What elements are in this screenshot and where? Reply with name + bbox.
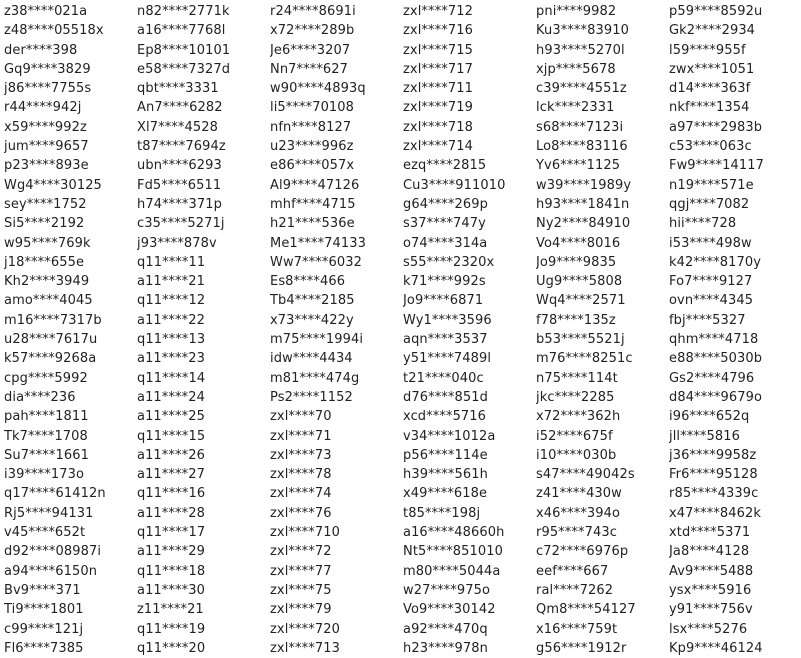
entry-text: Es8****466: [270, 274, 346, 290]
entry-text: Al9****47126: [270, 177, 360, 193]
entry-text: q11****11: [137, 254, 206, 270]
entry-text: x72****289b: [270, 23, 355, 39]
entry-text: h74****371p: [137, 196, 222, 212]
entry-text: e86****057x: [270, 158, 355, 174]
entry-text: jll****5816: [669, 428, 741, 444]
entry-text: eef****667: [536, 563, 609, 579]
entry-text: Tb4****2185: [270, 293, 355, 309]
entry-text: zxl****717: [403, 61, 473, 77]
entry-text: Tk7****1708: [4, 428, 88, 444]
entry-text: Nn7****627: [270, 61, 349, 77]
entry-text: Rj5****94131: [4, 505, 94, 521]
entry-text: zxl****718: [403, 119, 473, 135]
entry-text: a11****29: [137, 544, 205, 560]
entry-text: Lo8****83116: [536, 139, 628, 155]
entry-text: d14****363f: [669, 81, 751, 97]
entry-text: m80****5044a: [403, 563, 501, 579]
entry-text: ubn****6293: [137, 158, 222, 174]
entry-text: pni****9982: [536, 4, 617, 19]
entry-text: zxl****75: [270, 582, 332, 598]
entry-text: x73****422y: [270, 312, 354, 328]
column-1: [4, 2, 137, 658]
entry-text: Fw9****14117: [669, 158, 764, 174]
entry-text: q11****16: [137, 486, 206, 502]
entry-text: zxl****716: [403, 23, 473, 39]
entry-text: w90****4893q: [270, 81, 366, 97]
entry-text: fbj****5327: [669, 312, 746, 328]
entry-text: s47****49042s: [536, 467, 635, 483]
entry-text: r85****4339c: [669, 486, 759, 502]
entry-text: qbt****3331: [137, 81, 219, 97]
entry-text: n82****2771k: [137, 4, 230, 19]
entry-text: a11****28: [137, 505, 205, 521]
entry-text: pah****1811: [4, 409, 89, 425]
entry-text: z41****430w: [536, 486, 622, 502]
entry-text: m75****1994i: [270, 332, 364, 348]
entry-text: z48****05518x: [4, 23, 104, 39]
entry-text: Ep8****10101: [137, 42, 231, 58]
entry-text: Vo9****30142: [403, 602, 496, 618]
entry-text: a11****27: [137, 467, 205, 483]
entry-text: Ww7****6032: [270, 254, 362, 270]
entry-text: q11****20: [137, 640, 206, 656]
entry-text: a16****48660h: [403, 525, 505, 541]
entry-text: h93****1841n: [536, 196, 630, 212]
column-5: [536, 2, 669, 658]
entry-text: Jo9****6871: [403, 293, 484, 309]
entry-text: Je6****3207: [270, 42, 351, 58]
entry-text: Su7****1661: [4, 447, 89, 463]
entry-text: lsx****5276: [669, 621, 748, 637]
entry-text: h21****536e: [270, 216, 355, 232]
entry-text: p56****114e: [403, 447, 488, 463]
entry-text: dia****236: [4, 389, 76, 405]
entry-text: zxl****71: [270, 428, 332, 444]
entry-text: q11****15: [137, 428, 206, 444]
entry-text: e58****7327d: [137, 61, 231, 77]
entry-text: x59****992z: [4, 119, 87, 135]
entry-text: q11****19: [137, 621, 206, 637]
entry-text: s68****7123i: [536, 119, 624, 135]
entry-text: j93****878v: [137, 235, 217, 251]
entry-text: zxl****73: [270, 447, 332, 463]
entry-text: x72****362h: [536, 409, 621, 425]
entry-text: zxl****712: [403, 4, 473, 19]
entry-text: Yv6****1125: [536, 158, 621, 174]
entry-text: q11****18: [137, 563, 206, 579]
entry-text: g64****269p: [403, 196, 488, 212]
entry-text: lck****2331: [536, 100, 615, 116]
entry-text: aqn****3537: [403, 332, 488, 348]
entry-text: Ug9****5808: [536, 274, 623, 290]
entry-text: zxl****77: [270, 563, 332, 579]
entry-text: zxl****79: [270, 602, 332, 618]
entry-text: ezq****2815: [403, 158, 487, 174]
entry-text: mhf****4715: [270, 196, 356, 212]
entry-text: a97****2983b: [669, 119, 763, 135]
entry-text: Fd5****6511: [137, 177, 222, 193]
entry-text: Wq4****2571: [536, 293, 626, 309]
entry-text: zxl****78: [270, 467, 332, 483]
column-6: [669, 2, 799, 658]
entry-text: v45****652t: [4, 525, 86, 541]
entry-text: m16****7317b: [4, 312, 102, 328]
entry-text: r44****942j: [4, 100, 82, 116]
entry-text: Ps2****1152: [270, 389, 353, 405]
entry-text: ysx****5916: [669, 582, 752, 598]
entry-text: r24****8691i: [270, 4, 356, 19]
entry-text: h23****978n: [403, 640, 488, 656]
entry-text: q11****13: [137, 332, 206, 348]
entry-text: r95****743c: [536, 525, 617, 541]
entry-text: d84****9679o: [669, 389, 763, 405]
entry-text: ral****7262: [536, 582, 614, 598]
entry-text: der****398: [4, 42, 78, 58]
entry-text: qhm****4718: [669, 332, 759, 348]
entry-text: Wg4****30125: [4, 177, 102, 193]
entry-text: f78****135z: [536, 312, 616, 328]
entry-text: Kp9****46124: [669, 640, 763, 656]
entry-text: p23****893e: [4, 158, 89, 174]
entry-text: e88****5030b: [669, 351, 763, 367]
entry-text: v34****1012a: [403, 428, 496, 444]
entry-text: z11****21: [137, 602, 204, 618]
entry-text: k71****992s: [403, 274, 486, 290]
entry-text: n19****571e: [669, 177, 754, 193]
entry-text: h39****561h: [403, 467, 488, 483]
entry-text: Bv9****371: [4, 582, 81, 598]
entry-text: Gq9****3829: [4, 61, 91, 77]
entry-text: Gk2****2934: [669, 23, 756, 39]
entry-text: d76****851d: [403, 389, 488, 405]
entry-text: zxl****713: [270, 640, 340, 656]
entry-text: x49****618e: [403, 486, 488, 502]
entry-text: h93****5270l: [536, 42, 625, 58]
entry-text: o74****314a: [403, 235, 488, 251]
entry-text: l59****955f: [669, 42, 746, 58]
entry-text: t85****198j: [403, 505, 481, 521]
entry-text: q11****14: [137, 370, 206, 386]
entry-text: ovn****4345: [669, 293, 754, 309]
entry-text: jum****9657: [4, 139, 89, 155]
entry-text: i53****498w: [669, 235, 752, 251]
entry-text: xtd****5371: [669, 525, 751, 541]
entry-text: c53****063c: [669, 139, 752, 155]
column-4: [403, 2, 536, 658]
entry-text: c35****5271j: [137, 216, 225, 232]
entry-text: s55****2320x: [403, 254, 495, 270]
entry-text: zxl****714: [403, 139, 473, 155]
entry-text: Fr6****95128: [669, 467, 758, 483]
entry-text: Ja8****4128: [669, 544, 750, 560]
entry-text: Ti9****1801: [4, 602, 84, 618]
entry-text: a11****23: [137, 351, 205, 367]
entry-text: w27****975o: [403, 582, 491, 598]
entry-text: li5****70108: [270, 100, 355, 116]
entry-text: An7****6282: [137, 100, 223, 116]
entry-text: k57****9268a: [4, 351, 97, 367]
entry-text: m76****8251c: [536, 351, 633, 367]
entry-text: p59****8592u: [669, 4, 763, 19]
entry-text: idw****4434: [270, 351, 353, 367]
entry-text: b53****5521j: [536, 332, 625, 348]
entry-text: amo****4045: [4, 293, 93, 309]
entry-text: x16****759t: [536, 621, 618, 637]
entry-text: cpg****5992: [4, 370, 88, 386]
entry-text: t21****040c: [403, 370, 484, 386]
entry-text: Cu3****911010: [403, 177, 506, 193]
entry-text: Si5****2192: [4, 216, 85, 232]
entry-text: g56****1912r: [536, 640, 627, 656]
entry-text: Vo4****8016: [536, 235, 621, 251]
entry-text: w39****1989y: [536, 177, 632, 193]
entry-text: Xl7****4528: [137, 119, 218, 135]
entry-text: Ku3****83910: [536, 23, 629, 39]
entry-text: jkc****2285: [536, 389, 615, 405]
entry-text: Me1****74133: [270, 235, 367, 251]
entry-text: t87****7694z: [137, 139, 226, 155]
entry-text: Kh2****3949: [4, 274, 90, 290]
entry-text: j86****7755s: [4, 81, 92, 97]
entry-text: Jo9****9835: [536, 254, 617, 270]
entry-text: Gs2****4796: [669, 370, 755, 386]
entry-text: i10****030b: [536, 447, 617, 463]
entry-text: Fl6****7385: [4, 640, 84, 656]
entry-text: q11****17: [137, 525, 206, 541]
entry-text: s37****747y: [403, 216, 486, 232]
entry-text: n75****114t: [536, 370, 618, 386]
entry-text: zwx****1051: [669, 61, 755, 77]
entry-text: xcd****5716: [403, 409, 487, 425]
entry-text: zxl****710: [270, 525, 340, 541]
entry-text: i96****652q: [669, 409, 750, 425]
entry-text: zxl****74: [270, 486, 332, 502]
column-2: [137, 2, 270, 658]
entry-text: a16****7768l: [137, 23, 226, 39]
entry-text: Fo7****9127: [669, 274, 753, 290]
entry-text: zxl****715: [403, 42, 473, 58]
entry-text: a11****24: [137, 389, 205, 405]
entry-text: Nt5****851010: [403, 544, 504, 560]
entry-text: Av9****5488: [669, 563, 754, 579]
entry-text: a92****470q: [403, 621, 488, 637]
entry-text: d92****08987i: [4, 544, 102, 560]
entry-text: a11****30: [137, 582, 205, 598]
entry-text: Wy1****3596: [403, 312, 492, 328]
entry-text: c39****4551z: [536, 81, 627, 97]
entry-text: zxl****76: [270, 505, 332, 521]
entry-text: j36****9958z: [669, 447, 757, 463]
entry-text: y91****756v: [669, 602, 753, 618]
entry-text: q11****12: [137, 293, 206, 309]
column-3: [270, 2, 403, 658]
entry-text: c72****6976p: [536, 544, 629, 560]
entry-text: nkf****1354: [669, 100, 750, 116]
entry-text: a11****26: [137, 447, 205, 463]
entry-text: z38****021a: [4, 4, 88, 19]
entry-text: c99****121j: [4, 621, 84, 637]
entry-text: zxl****719: [403, 100, 473, 116]
entry-text: a11****21: [137, 274, 205, 290]
entry-text: u23****996z: [270, 139, 354, 155]
entry-text: i52****675f: [536, 428, 613, 444]
masked-entries-grid: [4, 2, 799, 658]
entry-text: xjp****5678: [536, 61, 616, 77]
entry-text: k42****8170y: [669, 254, 762, 270]
entry-text: q17****61412n: [4, 486, 106, 502]
entry-text: zxl****711: [403, 81, 473, 97]
entry-text: y51****7489l: [403, 351, 492, 367]
entry-text: nfn****8127: [270, 119, 352, 135]
entry-text: zxl****72: [270, 544, 332, 560]
entry-text: x47****8462k: [669, 505, 762, 521]
entry-text: sey****1752: [4, 196, 87, 212]
entry-text: i39****173o: [4, 467, 85, 483]
entry-text: a11****22: [137, 312, 205, 328]
entry-text: j18****655e: [4, 254, 85, 270]
entry-text: zxl****720: [270, 621, 340, 637]
entry-text: qgj****7082: [669, 196, 750, 212]
entry-text: u28****7617u: [4, 332, 98, 348]
entry-text: Ny2****84910: [536, 216, 631, 232]
entry-text: zxl****70: [270, 409, 332, 425]
entry-text: Qm8****54127: [536, 602, 636, 618]
entry-text: w95****769k: [4, 235, 91, 251]
entry-text: hii****728: [669, 216, 737, 232]
entry-text: m81****474g: [270, 370, 360, 386]
entry-text: a11****25: [137, 409, 205, 425]
entry-text: a94****6150n: [4, 563, 98, 579]
entry-text: x46****394o: [536, 505, 621, 521]
